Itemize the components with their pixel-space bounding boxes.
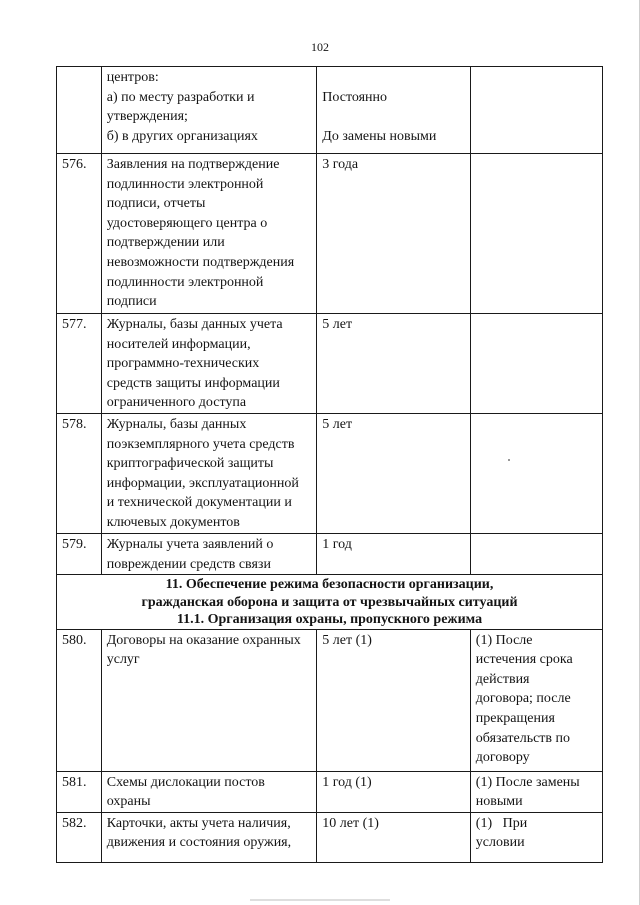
- note-line: (1) После: [475, 632, 533, 648]
- note-cell: [470, 629, 602, 771]
- title-line: услуг: [106, 652, 140, 668]
- table-row: [57, 771, 603, 812]
- row-number-cell: [57, 413, 102, 533]
- term-line: 5 лет: [322, 416, 353, 432]
- title-line: Журналы, базы данных учета: [106, 317, 283, 332]
- row-number-cell: [57, 67, 102, 154]
- title-line: охраны: [106, 794, 151, 810]
- section-heading-line1: 11. Обеспечение режима безопасности организации,: [165, 577, 494, 593]
- title-line: удостоверяющего центра о: [106, 215, 268, 231]
- page-number: 102: [311, 40, 329, 54]
- title-line: Журналы, базы данных: [106, 416, 247, 432]
- title-line: средств защиты информации: [106, 375, 280, 391]
- section-cell: [57, 575, 603, 630]
- row-number-cell: [57, 771, 102, 812]
- title-line: подтверждении или: [106, 235, 225, 251]
- title-line: Схемы дислокации постов: [106, 774, 265, 790]
- term-cell: [317, 413, 471, 533]
- term-cell: [317, 812, 471, 862]
- term-line: Постоянно: [322, 89, 388, 105]
- table-body-top: [57, 67, 603, 575]
- row-number: 577.: [62, 317, 87, 332]
- note-cell: [470, 533, 602, 574]
- note-cell: [470, 314, 602, 414]
- title-line: ограниченного доступа: [106, 395, 247, 411]
- row-number: 581.: [62, 774, 87, 790]
- term-line: 5 лет (1): [322, 632, 372, 648]
- row-number: 582.: [62, 815, 87, 831]
- title-cell: [101, 154, 317, 314]
- note-cell: [470, 413, 602, 533]
- row-number: 576.: [62, 157, 87, 172]
- title-cell: [101, 413, 317, 533]
- note-line: (1) При: [475, 815, 528, 831]
- title-cell: [101, 629, 317, 771]
- term-cell: [317, 154, 471, 314]
- term-line: [322, 107, 465, 127]
- section-row: [57, 575, 603, 630]
- title-line: криптографической защиты: [106, 456, 274, 472]
- row-number-cell: [57, 314, 102, 414]
- title-line: Договоры на оказание охранных: [106, 632, 301, 648]
- section-heading-block: [57, 575, 603, 630]
- title-cell: [101, 771, 317, 812]
- title-line: программно-технических: [106, 356, 260, 372]
- title-cell: [101, 67, 317, 154]
- row-number-cell: [57, 629, 102, 771]
- row-number-cell: [57, 533, 102, 574]
- note-line: новыми: [475, 794, 523, 810]
- row-number-cell: [57, 154, 102, 314]
- title-line: б) в других организациях: [106, 128, 258, 144]
- term-line: [322, 68, 465, 88]
- title-line: невозможности подтверждения: [106, 254, 295, 270]
- title-cell: [101, 314, 317, 414]
- table-row: [57, 154, 603, 314]
- note-line: договора; после: [475, 691, 571, 707]
- title-line: утверждения;: [106, 109, 188, 125]
- table-row: [57, 812, 603, 862]
- term-cell: [317, 771, 471, 812]
- title-cell: [101, 533, 317, 574]
- term-line: 1 год: [322, 536, 352, 552]
- title-line: и технической документации и: [106, 495, 292, 511]
- note-line: действия: [475, 671, 530, 687]
- scan-smudge: [250, 899, 390, 901]
- note-line: условии: [475, 835, 525, 851]
- title-line: подлинности электронной: [106, 274, 264, 290]
- title-line: подлинности электронной: [106, 176, 264, 192]
- note-line: прекращения: [475, 711, 555, 727]
- title-line: центров:: [106, 70, 159, 85]
- table-row: [57, 533, 603, 574]
- row-number-cell: [57, 812, 102, 862]
- note-line: истечения срока: [475, 652, 573, 668]
- title-line: ключевых документов: [106, 514, 240, 530]
- term-line: 10 лет (1): [322, 815, 379, 831]
- term-line: До замены новыми: [322, 128, 437, 144]
- scan-speck: [508, 459, 510, 461]
- note-cell: [470, 812, 602, 862]
- note-line: обязательств по: [475, 730, 571, 746]
- table-row: [57, 314, 603, 414]
- title-line: Журналы учета заявлений о: [106, 536, 274, 552]
- title-line: а) по месту разработки и: [106, 89, 255, 105]
- term-line: 1 год (1): [322, 774, 372, 790]
- table-row: [57, 413, 603, 533]
- title-line: носителей информации,: [106, 336, 251, 352]
- term-cell: [317, 533, 471, 574]
- note-cell: [470, 771, 602, 812]
- title-line: движения и состояния оружия,: [106, 835, 292, 851]
- term-cell: [317, 629, 471, 771]
- note-cell: [470, 154, 602, 314]
- term-cell: [317, 67, 471, 154]
- title-cell: [101, 812, 317, 862]
- row-number: 578.: [62, 416, 87, 432]
- note-line: договору: [475, 750, 530, 766]
- title-line: подписи: [106, 294, 157, 310]
- title-line: Заявления на подтверждение: [106, 157, 280, 172]
- section-subheading: 11.1. Организация охраны, пропускного режима: [176, 612, 483, 628]
- term-line: 5 лет: [322, 317, 353, 332]
- table-body-bottom: [57, 629, 603, 862]
- table-row: [57, 67, 603, 154]
- title-line: Карточки, акты учета наличия,: [106, 815, 291, 831]
- term-line: 3 года: [322, 157, 359, 172]
- title-line: поэкземплярного учета средств: [106, 436, 295, 452]
- title-line: повреждении средств связи: [106, 556, 271, 572]
- note-line: (1) После замены: [475, 774, 580, 790]
- section-heading-line2: гражданская оборона и защита от чрезвычайных ситуаций: [141, 594, 518, 610]
- title-line: подписи, отчеты: [106, 196, 206, 212]
- records-retention-table: [56, 66, 603, 863]
- row-number: 579.: [62, 536, 87, 552]
- term-cell: [317, 314, 471, 414]
- note-cell: [470, 67, 602, 154]
- row-number: 580.: [62, 632, 87, 648]
- table-row: [57, 629, 603, 771]
- title-line: информации, эксплуатационной: [106, 475, 299, 491]
